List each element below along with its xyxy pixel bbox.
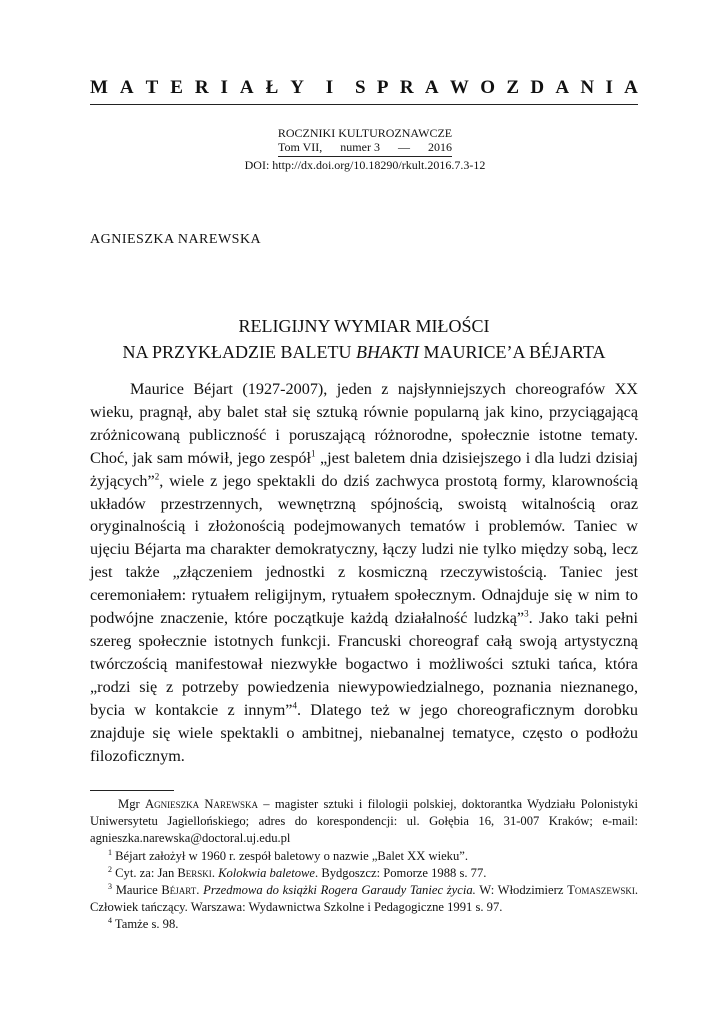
section-header-letter: I	[220, 77, 228, 98]
journal-doi[interactable]: DOI: http://dx.doi.org/10.18290/rkult.2016.7.3-12	[244, 158, 486, 172]
footnote-ref-1[interactable]: 1	[311, 448, 316, 459]
section-header-letter: W	[449, 77, 469, 98]
section-header-letter: A	[424, 77, 439, 98]
journal-volume: Tom VII,	[278, 140, 323, 154]
title-suffix: MAURICE’A BÉJARTA	[418, 342, 606, 362]
section-header-letter: P	[376, 77, 389, 98]
author-footnote: Mgr Agnieszka Narewska – magister sztuki i filologii polskiej, doktorantka Wydziału Polonistyki Uniwersytetu Jagiellońskiego; adres do korespondencji: ul. Gołębia 16, 31-007 Kraków; e-mail: agnieszka.narewska@doctoral.uj.edu.pl	[90, 797, 638, 846]
footnote-2: $^2$ Cyt. za: Jan Berski. Kolokwia baletowe. Bydgoszcz: Pomorze 1988 s. 77.	[108, 864, 487, 880]
footnote-ref-4[interactable]: 4	[292, 700, 297, 711]
journal-issue-line	[278, 140, 452, 157]
section-header-letter: A	[624, 77, 638, 98]
section-header-letter: Y	[290, 77, 304, 98]
section-header-letter: O	[480, 77, 495, 98]
section-header-letter: R	[194, 77, 209, 98]
section-header-word-1	[90, 77, 304, 99]
title-italic-bhakti: BHAKTI	[355, 342, 419, 362]
section-header-letter: Ł	[265, 77, 279, 98]
section-header-letter: N	[580, 77, 595, 98]
body-seg-4: . Jako taki pełni szereg społecznie istotnych funkcji. Francuski choreograf całą swoją artystyczną twórczością manifestował niezwykłe bogactwo i możliwości sztuki tańca, która „rodzi się z potrzeby powiedzenia niewypowiedzialnego, poznania nieznanego, bycia w kontakcie z innym”	[90, 609, 638, 719]
article-title-line-2	[90, 342, 638, 363]
body-seg-1: Maurice Béjart (1927-2007), jeden z najsłynniejszych choreografów XX wieku, pragnął, aby balet stał się sztuką równie popularną jak kino, przyciągającą zróżnicowaną publiczność i poruszającą różnorodne, społecznie istotne tematy. Choć, jak sam mówił, jego zespół	[90, 380, 638, 467]
author-footnote-name: Agnieszka Narewska	[144, 797, 258, 811]
section-header-letter: I	[605, 77, 613, 98]
section-header-word-3	[355, 77, 638, 99]
body-seg-2: „jest baletem dnia dzisiejszego i dla ludzi dzisiaj żyjących”	[90, 448, 638, 490]
footnote-divider	[90, 790, 174, 791]
section-header-letter: S	[355, 77, 366, 98]
section-header-letter: D	[530, 77, 545, 98]
title-prefix: NA PRZYKŁADZIE BALETU	[122, 342, 356, 362]
section-header-letter: R	[399, 77, 414, 98]
section-header-letter: A	[555, 77, 570, 98]
journal-name: ROCZNIKI KULTUROZNAWCZE	[277, 126, 453, 140]
section-header-letter: I	[325, 77, 334, 98]
body-seg-5: . Dlatego też w jego choreograficznym dorobku znajduje się wiele spektakli o ambitnej, niebanalnej tematyce, często o podłożu filozoficznym.	[90, 700, 638, 765]
section-header	[90, 72, 638, 104]
header-divider	[90, 104, 638, 105]
body-seg-3: , wiele z jego spektakli do dziś zachwyca prostotą formy, klarownością układów przestrzennych, wewnętrzną spójnością, swoistą witalnością oraz oryginalnością i złożonością podejmowanych tematów i problemów. Taniec w ujęciu Béjarta ma charakter demokratyczny, łączy ludzi nie tylko między sobą, lecz jest także „złączeniem jednostki z kosmiczną rzeczywistością. Taniec jest ceremoniałem: rytuałem religijnym, rytuałem społecznym. Odnajduje się w nim to podwójne znaczenie, które początkuje każdą działalność ludzką”	[90, 471, 638, 628]
footnote-1: $^1$ Béjart założył w 1960 r. zespół baletowy o nazwie „Balet XX wieku”.	[108, 847, 469, 863]
footnote-ref-3[interactable]: 3	[524, 608, 529, 619]
section-header-letter: E	[170, 77, 183, 98]
footnote-4: $^4$ Tamże s. 98.	[108, 916, 179, 932]
footnote-3: $^3$ Maurice Béjart. Przedmowa do książki Rogera Garaudy Taniec życia. W: Włodzimierz Tomaszewski. Człowiek tańczący. Warszawa: Wydawnictwa Szkolne i Pedagogiczne 1991 s. 97.	[90, 881, 638, 915]
footnotes	[90, 796, 638, 934]
section-header-letter: M	[90, 77, 108, 98]
journal-dash: —	[397, 140, 410, 154]
section-header-letter: T	[145, 77, 159, 98]
section-header-word-2	[323, 77, 337, 99]
section-header-letter: A	[239, 77, 254, 98]
journal-number: numer 3	[340, 140, 380, 154]
journal-year: 2016	[427, 140, 452, 154]
author-name: AGNIESZKA NAREWSKA	[90, 232, 262, 247]
footnote-ref-2[interactable]: 2	[154, 471, 160, 482]
body-paragraph	[90, 378, 638, 767]
section-header-letter: A	[119, 77, 134, 98]
article-title-line-1: RELIGIJNY WYMIAR MIŁOŚCI	[238, 316, 490, 336]
section-header-letter: Z	[506, 77, 519, 98]
